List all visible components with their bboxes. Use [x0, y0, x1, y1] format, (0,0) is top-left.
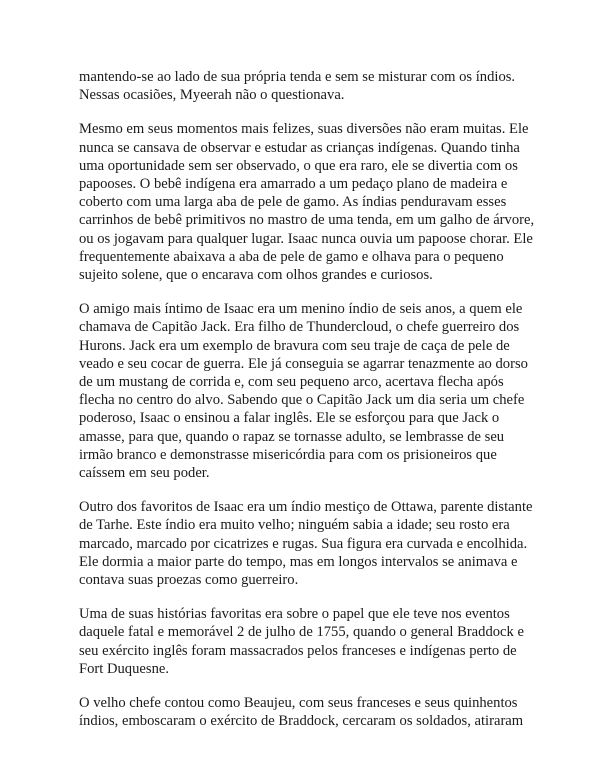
document-page [79, 68, 541, 747]
paragraph: Mesmo em seus momentos mais felizes, suas diversões não eram muitas. Ele nunca se cansava de observar e estudar as crianças indígenas. Quando tinha uma oportunidade sem ser observado, o que era raro, ele se divertia com os papooses. O bebê indígena era amarrado a um pedaço plano de madeira e coberto com uma larga aba de pele de gamo. As índias penduravam esses carrinhos de bebê primitivos no mastro de uma tenda, em um galho de árvore, ou os jogavam para qualquer lugar. Isaac nunca ouvia um papoose chorar. Ele frequentemente abaixava a aba de pele de gamo e olhava para o pequeno sujeito solene, que o encarava com olhos grandes e curiosos. [79, 121, 535, 284]
paragraph: O velho chefe contou como Beaujeu, com seus franceses e seus quinhentos índios, emboscaram o exército de Braddock, cercaram os soldados, atiraram [79, 695, 524, 730]
paragraph: Uma de suas histórias favoritas era sobre o papel que ele teve nos eventos daquele fatal e memorável 2 de julho de 1755, quando o general Braddock e seu exército inglês foram massacrados pelos franceses e indígenas perto de Fort Duquesne. [79, 606, 524, 677]
paragraph: Outro dos favoritos de Isaac era um índio mestiço de Ottawa, parente distante de Tarhe. Este índio era muito velho; ninguém sabia a idade; seu rosto era marcado, marcado por cicatrizes e rugas. Sua figura era curvada e encolhida. Ele dormia a maior parte do tempo, mas em longos intervalos se animava e contava suas proezas como guerreiro. [79, 499, 533, 589]
paragraph: mantendo-se ao lado de sua própria tenda e sem se misturar com os índios. Nessas ocasiões, Myeerah não o questionava. [79, 69, 516, 104]
paragraph: O amigo mais íntimo de Isaac era um menino índio de seis anos, a quem ele chamava de Capitão Jack. Era filho de Thundercloud, o chefe guerreiro dos Hurons. Jack era um exemplo de bravura com seu traje de caça de pele de veado e seu cocar de guerra. Ele já conseguia se agarrar tenazmente ao dorso de um mustang de corrida e, com seu pequeno arco, acertava flecha após flecha no centro do alvo. Sabendo que o Capitão Jack um dia seria um chefe poderoso, Isaac o ensinou a falar inglês. Ele se esforçou para que Jack o amasse, para que, quando o rapaz se tornasse adulto, se lembrasse de seu irmão branco e demonstrasse misericórdia para com os prisioneiros que caíssem em seu poder. [79, 301, 528, 482]
